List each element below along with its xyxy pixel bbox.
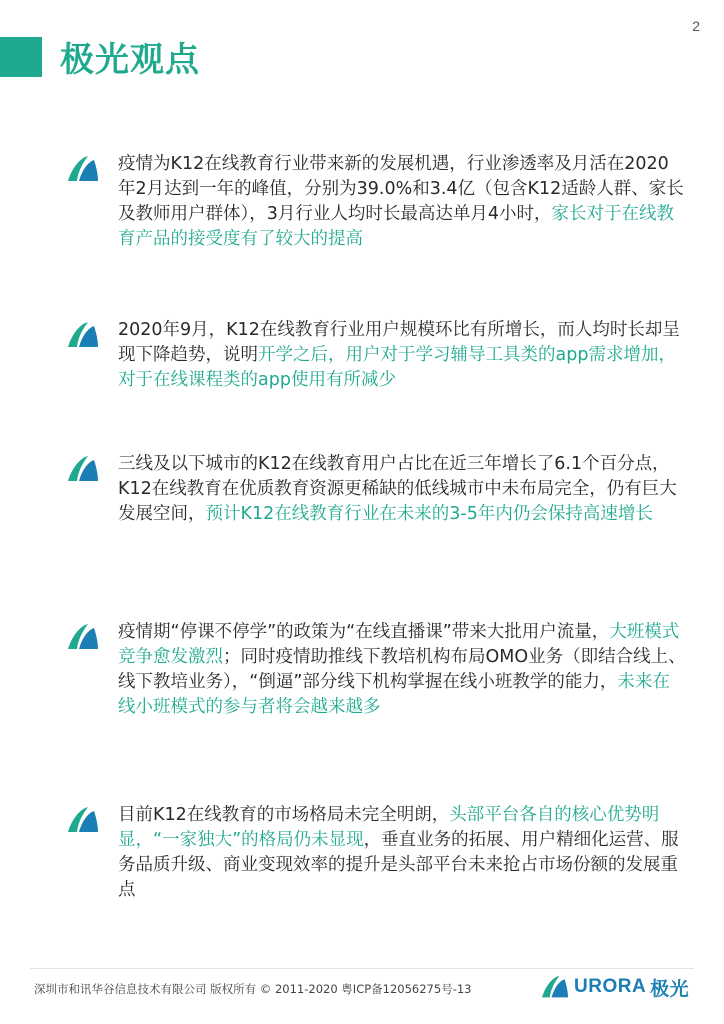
insight-segment: 疫情期“停课不停学”的政策为“在线直播课”带来大批用户流量， [118,622,610,642]
insight-text [118,452,686,527]
insight-segment: 2020年9月，K12在线教育行业用户规模环比有所增长，而人均时长却呈现下降趋势，说明 [118,320,680,365]
insight-segment: 三线及以下城市的K12在线教育用户占比在近三年增长了6.1个百分点，K12在线教育在优质教育资源更稀缺的低线城市中未布局完全，仍有巨大发展空间， [118,454,677,524]
insight-text [118,152,686,252]
insight-highlight: 预计K12在线教育行业在未来的3-5年内仍会保持高速增长 [205,504,653,524]
aurora-logo-icon [66,320,100,350]
logo-wordmark-cn: 极光 [650,978,690,1000]
insight-segment: ，垂直业务的拓展、用户精细化运营、服务品质升级、商业变现效率的提升是头部平台未来抢占市场份额的发展重点 [118,830,679,900]
aurora-logo-icon [540,974,570,1000]
insight-highlight: 开学之后，用户对于学习辅导工具类的app需求增加，对于在线课程类的app使用有所减少 [118,345,676,390]
aurora-logo-icon [66,622,100,652]
aurora-logo [540,972,689,1002]
insight-segment: 疫情为K12在线教育行业带来新的发展机遇，行业渗透率及月活在2020年2月达到一年的峰值，分别为39.0%和3.4亿（包含K12适龄人群、家长及教师用户群体），3月行业人均时长最高达单月4小时， [118,154,684,224]
insight-highlight: 大班模式竞争愈发激烈 [118,622,680,667]
footer-copyright: 深圳市和讯华谷信息技术有限公司 版权所有 © 2011-2020 粤ICP备12056275号-13 [34,982,472,996]
insight-highlight: 家长对于在线教育产品的接受度有了较大的提高 [118,204,675,249]
insight-text [118,803,686,903]
aurora-logo-icon [66,154,100,184]
insight-highlight: 头部平台各自的核心优势明显，“一家独大”的格局仍未显现 [118,805,660,850]
insight-segment: ；同时疫情助推线下教培机构布局OMO业务（即结合线上、线下教培业务），“倒逼”部分线下机构掌握在线小班教学的能力， [118,647,686,692]
page-number: 2 [692,18,700,34]
aurora-logo-icon [66,454,100,484]
page-title: 极光观点 [60,40,200,80]
logo-wordmark: URORA [574,976,647,997]
insight-segment: 目前K12在线教育的市场格局未完全明朗， [118,805,450,825]
footer-divider [30,968,694,969]
insight-text [118,318,686,393]
aurora-logo-icon [66,805,100,835]
title-accent-bar [0,37,42,77]
insight-text [118,620,686,720]
insight-highlight: 未来在线小班模式的参与者将会越来越多 [118,672,670,717]
